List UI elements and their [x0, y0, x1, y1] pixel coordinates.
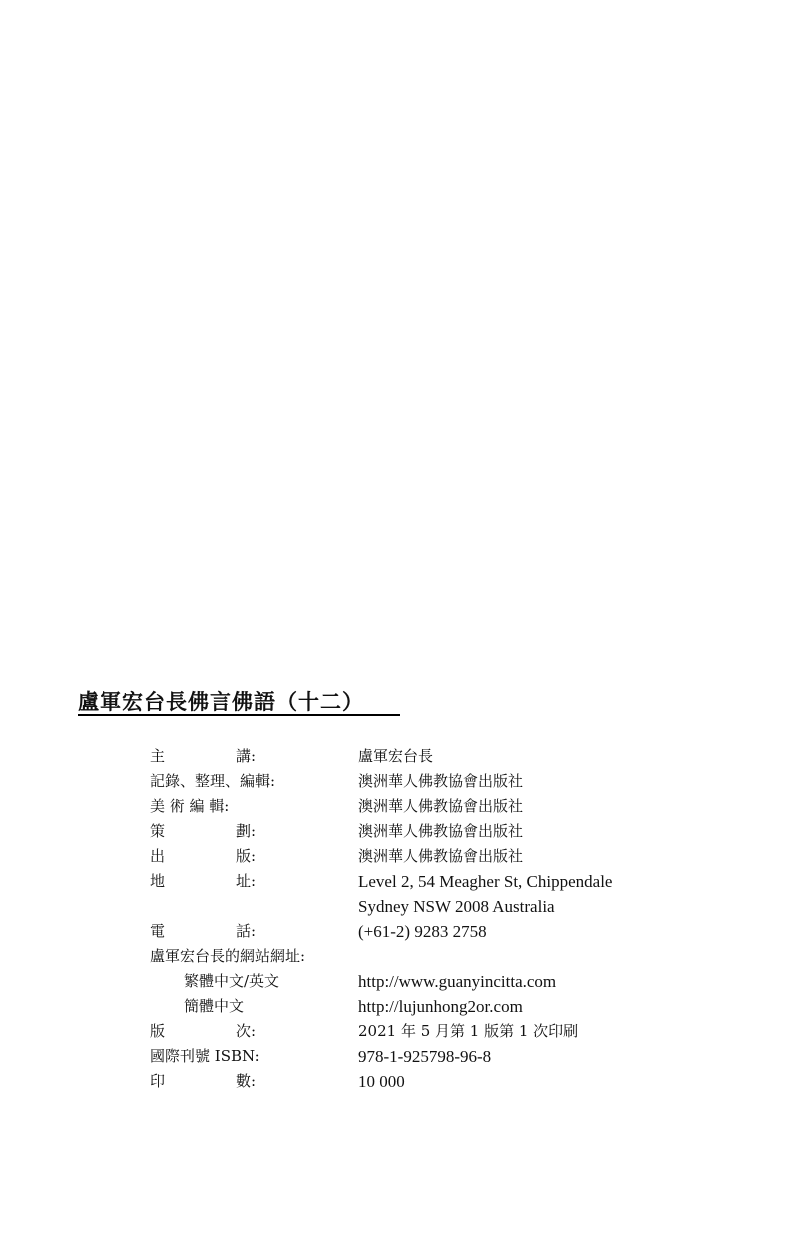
- print-run-label-part-1: 印: [150, 1072, 166, 1090]
- editors-label: 記錄、整理、編輯:: [150, 772, 276, 790]
- colophon-row-website-traditional: [150, 969, 710, 994]
- speaker-label-part-2: 講:: [235, 747, 256, 765]
- speaker-label-part-1: 主: [150, 747, 166, 765]
- colophon: [150, 744, 710, 1094]
- publisher-label-part-2: 版:: [235, 847, 256, 865]
- planning-label-part-2: 劃:: [235, 822, 256, 840]
- colophon-row-planning: [150, 819, 710, 844]
- planning-label-part-1: 策: [150, 822, 166, 840]
- colophon-row-address-2: [150, 894, 710, 919]
- art-editor-label: 美 術 編 輯:: [150, 797, 230, 815]
- address-line-2: Sydney NSW 2008 Australia: [358, 897, 555, 916]
- address-line-1: Level 2, 54 Meagher St, Chippendale: [358, 872, 613, 891]
- planning-label: [150, 819, 355, 844]
- editors-value: 澳洲華人佛教協會出版社: [358, 772, 524, 790]
- isbn-label: 國際刊號 ISBN:: [150, 1047, 260, 1065]
- colophon-row-website-simplified: [150, 994, 710, 1019]
- phone-label-part-1: 電: [150, 922, 166, 940]
- address-label-part-2: 址:: [235, 872, 256, 890]
- publisher-label: [150, 844, 355, 869]
- colophon-row-print-run: [150, 1069, 710, 1094]
- website-simplified-url: http://lujunhong2or.com: [358, 997, 523, 1016]
- phone-label-part-2: 話:: [235, 922, 256, 940]
- print-run-value: 10 000: [358, 1072, 405, 1091]
- edition-label-part-1: 版: [150, 1022, 166, 1040]
- edition-label-part-2: 次:: [235, 1022, 256, 1040]
- book-title: 盧軍宏台長佛言佛語（十二）: [78, 688, 400, 716]
- speaker-label: [150, 744, 355, 769]
- websites-label: 盧軍宏台長的網站網址:: [150, 947, 306, 965]
- planning-value: 澳洲華人佛教協會出版社: [358, 822, 524, 840]
- edition-value: 2021 年 5 月第 1 版第 1 次印刷: [358, 1022, 579, 1040]
- website-traditional-label: 繁體中文/英文: [184, 972, 280, 990]
- colophon-row-address: [150, 869, 710, 894]
- colophon-row-editors: [150, 769, 710, 794]
- print-run-label-part-2: 數:: [235, 1072, 256, 1090]
- isbn-value: 978-1-925798-96-8: [358, 1047, 492, 1066]
- phone-label: [150, 919, 355, 944]
- publisher-label-part-1: 出: [150, 847, 166, 865]
- address-label-part-1: 地: [150, 872, 166, 890]
- colophon-row-edition: [150, 1019, 710, 1044]
- address-label: [150, 869, 355, 894]
- colophon-row-publisher: [150, 844, 710, 869]
- colophon-row-art: [150, 794, 710, 819]
- speaker-value: 盧軍宏台長: [358, 747, 434, 765]
- phone-value: (+61-2) 9283 2758: [358, 922, 487, 941]
- colophon-row-websites: [150, 944, 710, 969]
- art-editor-value: 澳洲華人佛教協會出版社: [358, 797, 524, 815]
- colophon-row-speaker: [150, 744, 710, 769]
- website-simplified-label: 簡體中文: [184, 997, 245, 1015]
- website-traditional-url: http://www.guanyincitta.com: [358, 972, 557, 991]
- edition-label: [150, 1019, 355, 1044]
- print-run-label: [150, 1069, 355, 1094]
- colophon-row-isbn: [150, 1044, 710, 1069]
- publisher-value: 澳洲華人佛教協會出版社: [358, 847, 524, 865]
- colophon-row-phone: [150, 919, 710, 944]
